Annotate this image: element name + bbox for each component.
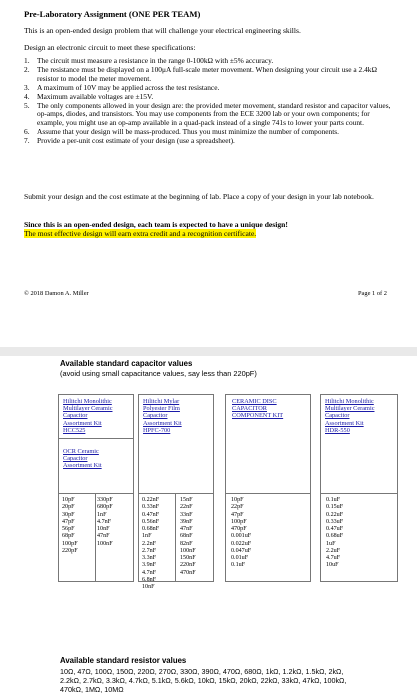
capacitor-value: 100pF	[62, 540, 78, 547]
spec-item: 6. Assume that your design will be mass-produced. Thus you must minimize the number of components.	[24, 127, 340, 137]
capacitor-value: 0.33nF	[142, 504, 160, 511]
capacitor-value: 0.33uF	[326, 518, 344, 525]
capacitor-value: 10pF	[62, 497, 75, 503]
capacitor-values-column	[97, 497, 113, 548]
spec-item: 1. The circuit must measure a resistance in the range 0-100kΩ with ±5% accuracy.	[24, 56, 274, 65]
capacitor-value: 4.7uF	[326, 555, 341, 561]
capacitor-value: 220nF	[180, 562, 196, 569]
capacitor-values-column	[326, 497, 343, 570]
capacitor-value: 82nF	[180, 540, 193, 547]
capacitor-value: 0.68nF	[142, 526, 160, 532]
capacitor-value: 6.8nF	[142, 576, 157, 583]
spec-item: 2. The resistance must be displayed on a 100μA full-scale meter movement. When designing your circuit use a 2.4kΩ resistor to model the meter movement.	[24, 64, 377, 83]
kit-link-ceramic-disc[interactable]: CERAMIC DISC CAPACITOR COMPONENT KIT	[232, 398, 284, 420]
resistor-heading: Available standard resistor values	[60, 656, 187, 665]
capacitor-value: 15nF	[180, 497, 193, 503]
capacitor-value: 0.001uF	[231, 533, 252, 540]
capacitor-value: 0.1uF	[326, 497, 341, 503]
capacitor-value: 0.15uF	[326, 504, 344, 511]
capacitor-value: 56pF	[62, 526, 75, 532]
capacitor-value: 1uF	[326, 540, 336, 547]
capacitor-value: 150nF	[180, 555, 196, 561]
capacitor-value: 0.47nF	[142, 511, 160, 518]
capacitor-value: 0.56nF	[142, 518, 160, 525]
capacitor-subheading: (avoid using small capacitance values, say less than 220pF)	[60, 369, 257, 378]
capacitor-value: 10nF	[142, 584, 155, 590]
capacitor-value: 0.022uF	[231, 540, 252, 547]
kit-link-hcc525[interactable]: Hilitchi Monolithic Multilayer Ceramic Capacitor Assortment Kit HCC525	[63, 398, 113, 434]
capacitor-value: 2.7nF	[142, 547, 157, 554]
capacitor-value: 2.2uF	[326, 547, 341, 554]
copyright-footer: © 2018 Damon A. Miller	[24, 290, 89, 297]
capacitor-value: 3.3nF	[142, 555, 157, 561]
capacitor-value: 100pF	[231, 518, 247, 525]
capacitor-value: 0.01uF	[231, 555, 249, 561]
capacitor-values-column	[180, 497, 196, 577]
capacitor-value: 220pF	[62, 547, 78, 554]
capacitor-value: 10nF	[97, 526, 110, 532]
capacitor-value: 68pF	[62, 533, 75, 540]
capacitor-value: 0.22nF	[142, 497, 160, 503]
spec-item: 5. The only components allowed in your design are: the provided meter movement, standard resistor and capacitor values, op-amps, diodes, and transistors. You may use components from the ECE 3200 lab or your own components; for example, you might use an op-amp available in a quad-pack instead of a single 741s to lower your parts count.	[24, 100, 391, 128]
document-page-2	[0, 356, 417, 700]
capacitor-value: 2.2nF	[142, 540, 157, 547]
capacitor-value: 47nF	[97, 533, 110, 540]
capacitor-value: 0.1uF	[231, 562, 246, 569]
capacitor-value: 47pF	[62, 518, 75, 525]
capacitor-value: 680pF	[97, 504, 113, 511]
capacitor-value: 470pF	[231, 526, 247, 532]
assignment-title: Pre-Laboratory Assignment (ONE PER TEAM)	[24, 9, 201, 19]
specification-list	[24, 57, 396, 146]
spec-item: 7. Provide a per-unit cost estimate of your design (use a spreadsheet).	[24, 136, 235, 146]
capacitor-value: 0.22uF	[326, 511, 344, 518]
page-number: Page 1 of 2	[358, 290, 387, 297]
capacitor-value: 30pF	[62, 511, 75, 518]
capacitor-value: 100nF	[97, 540, 113, 547]
capacitor-values-column	[142, 497, 159, 591]
capacitor-value: 10pF	[231, 497, 244, 503]
capacitor-values-column	[62, 497, 78, 555]
intro-paragraph: This is an open-ended design problem that will challenge your electrical engineering skills.	[24, 26, 301, 35]
kit-link-ocr-ceramic[interactable]: OCR Ceramic Capacitor Assortment Kit	[63, 448, 102, 470]
capacitor-value: 47pF	[231, 511, 244, 518]
capacitor-value: 3.9nF	[142, 562, 157, 569]
capacitor-value: 39nF	[180, 518, 193, 525]
capacitor-value: 10uF	[326, 562, 339, 569]
spec-item: 3. A maximum of 10V may be applied across the test resistance.	[24, 82, 220, 92]
resistor-values-line: 10Ω, 47Ω, 100Ω, 150Ω, 220Ω, 270Ω, 330Ω, 390Ω, 470Ω, 680Ω, 1kΩ, 1.2kΩ, 1.5kΩ, 2kΩ,	[60, 667, 344, 676]
spec-item: 4. Maximum available voltages are ±15V.	[24, 91, 154, 101]
capacitor-values-column	[231, 497, 251, 570]
unique-design-note: Since this is an open-ended design, each team is expected to have a unique design!	[24, 220, 288, 229]
capacitor-value: 100nF	[180, 547, 196, 554]
document-page-1	[0, 0, 417, 347]
kit-link-hdr550[interactable]: Hilitchi Monolithic Multilayer Ceramic Capacitor Assortment Kit HDR-550	[325, 398, 375, 434]
capacitor-value: 68nF	[180, 533, 193, 540]
resistor-values-line: 2.2kΩ, 2.7kΩ, 3.3kΩ, 4.7kΩ, 5.1kΩ, 5.6kΩ, 10kΩ, 15kΩ, 20kΩ, 22kΩ, 33kΩ, 47kΩ, 100kΩ,	[60, 676, 347, 685]
capacitor-value: 20pF	[62, 504, 75, 511]
spec-lead: Design an electronic circuit to meet these specifications:	[24, 43, 196, 52]
capacitor-value: 0.047uF	[231, 547, 252, 554]
capacitor-value: 470nF	[180, 569, 196, 576]
capacitor-value: 33nF	[180, 511, 193, 518]
capacitor-value: 22nF	[180, 504, 193, 511]
capacitor-value: 1nF	[97, 511, 107, 518]
resistor-values	[60, 667, 405, 694]
capacitor-value: 47nF	[180, 526, 193, 532]
capacitor-value: 1nF	[142, 533, 152, 540]
capacitor-value: 22pF	[231, 504, 244, 511]
submit-paragraph: Submit your design and the cost estimate at the beginning of lab. Place a copy of your design in your lab notebook.	[24, 192, 374, 201]
capacitor-value: 0.68uF	[326, 533, 344, 540]
capacitor-heading: Available standard capacitor values	[60, 359, 193, 368]
capacitor-value: 4.7nF	[97, 518, 112, 525]
resistor-values-line: 470kΩ, 1MΩ, 10MΩ	[60, 685, 124, 694]
kit-link-hpfc700[interactable]: Hilitchi Mylar Polyester Film Capacitor Assortment Kit HPFC-700	[143, 398, 182, 434]
capacitor-value: 330pF	[97, 497, 113, 503]
extra-credit-note: The most effective design will earn extra credit and a recognition certificate.	[24, 229, 257, 238]
capacitor-value: 4.7nF	[142, 569, 157, 576]
capacitor-value: 0.47uF	[326, 526, 344, 532]
